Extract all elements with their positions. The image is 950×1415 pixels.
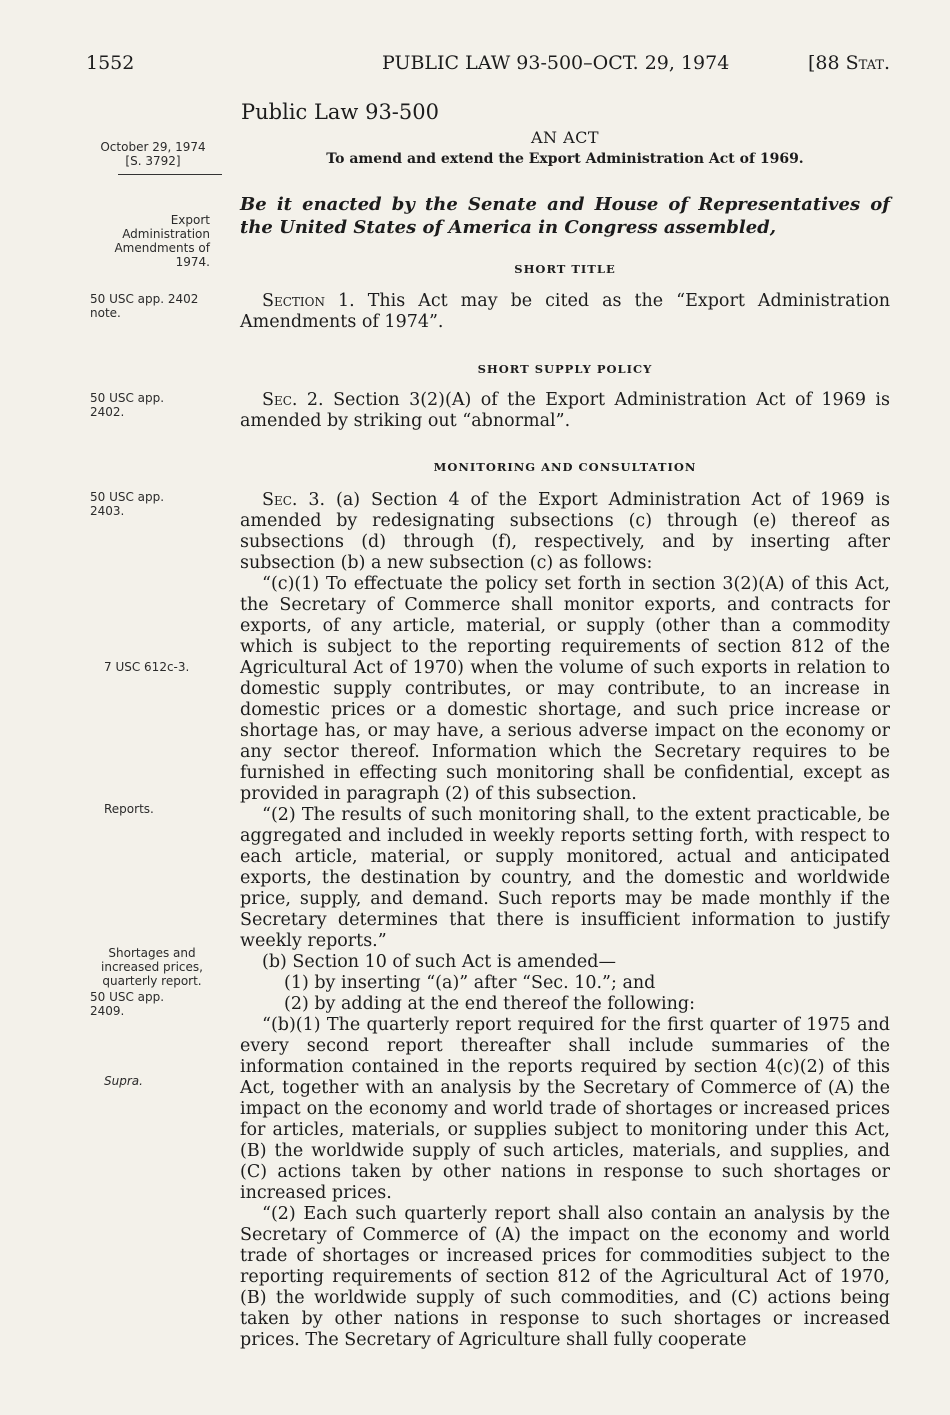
- heading-short-title: SHORT TITLE: [514, 262, 616, 276]
- running-head-title: PUBLIC LAW 93-500–OCT. 29, 1974: [382, 52, 730, 74]
- margin-supra: Supra.: [104, 1074, 143, 1088]
- statute-reference: [808, 52, 890, 74]
- section-3-a: (a) Section 4 of the Export Administration Act of 1969 is amended by redesignating subsections (c) through (e) thereof as subsections (d) through (f), respectively, and by inserting after subsection (b) a new subsection (c) as follows:: [240, 490, 890, 573]
- margin-bill-number: [S. 3792]: [125, 154, 181, 168]
- act-subtitle: To amend and extend the Export Administration Act of 1969.: [326, 151, 804, 167]
- margin-date: October 29, 1974: [100, 140, 206, 154]
- section-2-text: Section 3(2)(A) of the Export Administration Act of 1969 is amended by striking out “abnormal”.: [240, 390, 890, 431]
- statute-word: Stat.: [845, 52, 890, 74]
- section-3-label: Sec. 3.: [262, 490, 326, 510]
- section-3: [240, 490, 890, 1351]
- section-2-label: Sec. 2.: [262, 390, 324, 410]
- running-head: [86, 52, 890, 82]
- margin-shortages-report: Shortages and increased prices, quarterly report.: [101, 946, 203, 988]
- heading-short-supply: SHORT SUPPLY POLICY: [477, 362, 653, 376]
- section-1: [240, 291, 890, 333]
- section-3-c1: “(c)(1) To effectuate the policy set forth in section 3(2)(A) of this Act, the Secretary of Commerce shall monitor exports, and contracts for exports, of any article, material, or supply (other than a commodity which is subject to the reporting requirements of section 812 of the Agricultural Act of 1970) when the volume of such exports in relation to domestic supply contributes, or may contribute, to an increase in domestic prices or a domestic shortage, and such price increase or shortage has, or may have, a serious adverse impact on the economy or any sector thereof. Information which the Secretary requires to be furnished in effecting such monitoring shall be confidential, except as provided in paragraph (2) of this subsection.: [240, 574, 890, 804]
- margin-export-amendments: Export Administration Amendments of 1974.: [114, 213, 210, 269]
- public-law-heading: Public Law 93-500: [241, 100, 439, 124]
- section-3-b-2: “(2) Each such quarterly report shall also contain an analysis by the Secretary of Commerce of (A) the impact on the economy and world trade of shortages or increased prices for commodities subject to the reporting requirements of section 812 of the Agricultural Act of 1970, (B) the worldwide supply of such commodities, and (C) actions being taken by other nations in response to such shortages or increased prices. The Secretary of Agriculture shall fully cooperate: [240, 1204, 890, 1350]
- section-3-c2: “(2) The results of such monitoring shall, to the extent practicable, be aggregated and included in weekly reports setting forth, with respect to each article, material, or supply monitored, actual and anticipated exports, the destination by country, and the domestic and worldwide price, supply, and demand. Such reports may be made monthly if the Secretary determines that there is insufficient information to justify weekly reports.”: [240, 805, 890, 951]
- margin-usc-612c: 7 USC 612c-3.: [104, 660, 190, 674]
- section-1-label: Section 1.: [262, 291, 355, 311]
- section-3-b: (b) Section 10 of such Act is amended—: [262, 952, 616, 972]
- margin-usc-2409: 50 USC app. 2409.: [90, 990, 165, 1018]
- section-1-text: This Act may be cited as the “Export Administration Amendments of 1974”.: [240, 291, 890, 332]
- margin-usc-2402-note: 50 USC app. 2402 note.: [90, 292, 199, 320]
- margin-usc-2403: 50 USC app. 2403.: [90, 490, 165, 518]
- section-3-b-1: “(b)(1) The quarterly report required for the first quarter of 1975 and every second report thereafter shall include summaries of the information contained in the reports required by section 4(c)(2) of this Act, together with an analysis by the Secretary of Commerce of (A) the impact on the economy and world trade of shortages or increased prices for articles, materials, or supplies subject to monitoring under this Act, (B) the worldwide supply of such articles, materials, and supplies, and (C) actions taken by other nations in response to such shortages or increased prices.: [240, 1015, 890, 1203]
- margin-usc-2402: 50 USC app. 2402.: [90, 391, 165, 419]
- margin-divider: [118, 174, 222, 175]
- section-3-b1: (1) by inserting “(a)” after “Sec. 10.”; and: [284, 973, 656, 993]
- heading-monitoring: MONITORING AND CONSULTATION: [433, 460, 697, 474]
- enacting-clause: Be it enacted by the Senate and House of Representatives of the United States of America in Congress assembled,: [240, 194, 890, 238]
- section-2: [240, 390, 890, 432]
- margin-reports: Reports.: [104, 802, 154, 816]
- statute-volume: [88: [807, 52, 840, 74]
- page-number: 1552: [86, 52, 135, 74]
- section-3-b2: (2) by adding at the end thereof the following:: [284, 994, 695, 1014]
- act-title: AN ACT: [530, 128, 600, 147]
